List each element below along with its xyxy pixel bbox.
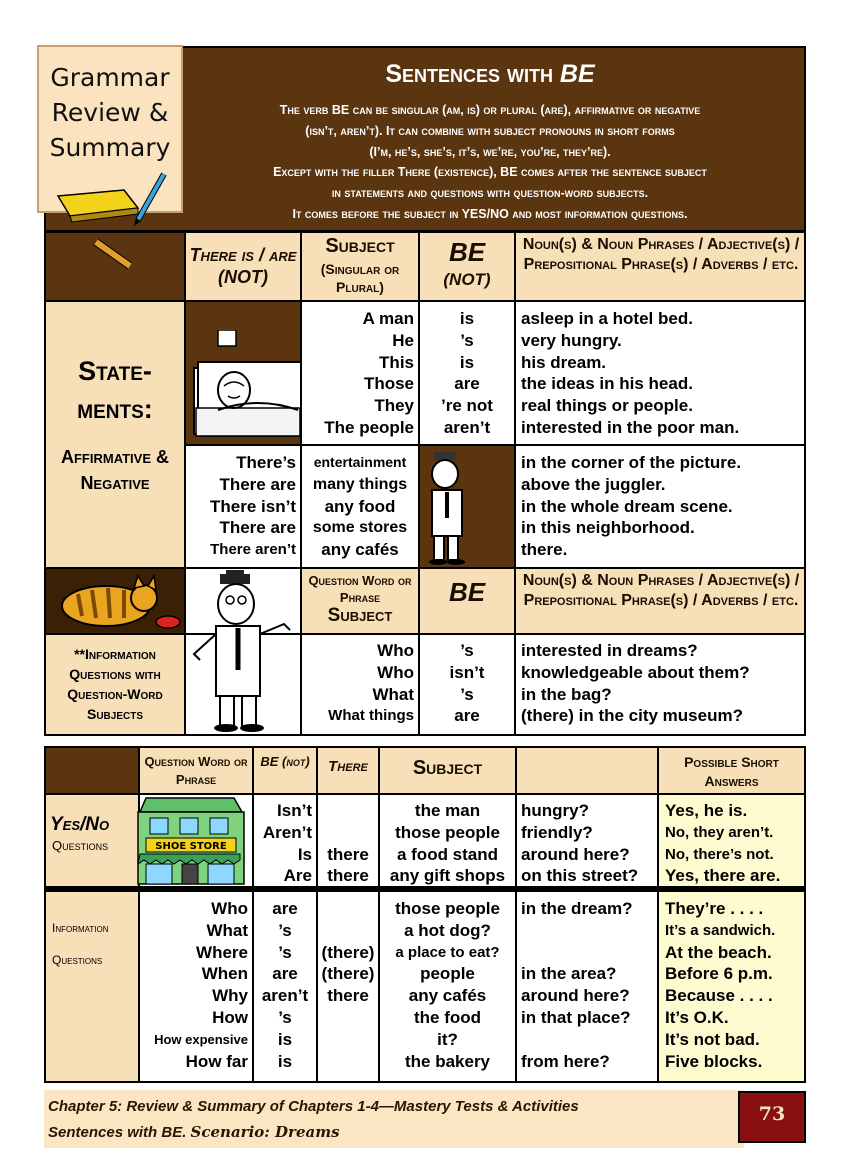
- statements-sublabel: Affirmative & Negative: [60, 447, 170, 493]
- t1-head-be: BE: [448, 237, 486, 267]
- t1-be-c: ’s isn’t ’s are: [449, 641, 485, 726]
- t1-be-a: is ’s is are ’re not aren’t: [441, 309, 493, 437]
- t2-head-subject: Subject: [412, 757, 483, 779]
- shoe-store-icon: [128, 794, 248, 888]
- t1-subjects-a: A man He This Those They The people: [324, 309, 414, 437]
- t2-yesno-answers: Yes, he is. No, they aren’t. No, there’s not. Yes, there are.: [665, 801, 781, 886]
- t1-head-noun: Noun(s) & Noun Phrases / Adjective(s) / Prepositional Phrase(s) / Adverbs / etc.: [522, 236, 800, 273]
- t1-rest-a: asleep in a hotel bed. very hungry. his dream. the ideas in his head. real things or people. interested in the poor man.: [521, 309, 740, 437]
- info-questions-label: **Information Questions with Question-Word Subjects: [67, 646, 163, 722]
- t1-subjects-b: entertainment many things any food some stores any cafés: [312, 454, 408, 560]
- eraser-pencil-icon: [52, 168, 172, 228]
- t1-head-subject-sub: (Singular or Plural): [320, 261, 400, 295]
- header-title: Sentences with BE: [385, 60, 595, 88]
- t1-subjects-c: Who Who What What things: [328, 641, 414, 725]
- t1-head-there: There is / are (NOT): [189, 245, 297, 287]
- standing-man-icon: [420, 448, 514, 566]
- t1-head-be-sub: (NOT): [443, 270, 491, 289]
- t2-yesno-subject: the man those people a food stand any gift shops: [389, 801, 506, 886]
- yesno-label: Yes/No: [50, 814, 110, 835]
- t1-head2-qword: Question Word or Phrase: [308, 573, 412, 605]
- header-text: The verb BE can be singular (am, is) or plural (are), affirmative or negative (isn’t, aren’t). It can combine with subject pronouns in short forms (I’m, he’s, she’s, it’s, we’re, you’re, they’re). Except with the filler There (existence), BE comes after the sentence subject in statements and questions with question-word subjects. It comes before the subject in YES/NO and most information questions.: [273, 103, 707, 221]
- cat-icon: [48, 572, 182, 632]
- t1-rest-c: interested in dreams? knowledgeable about them? in the bag? (there) in the city museum?: [521, 641, 750, 726]
- t1-head2-subject: Subject: [327, 605, 393, 626]
- t1-rest-b: in the corner of the picture. above the juggler. in the whole dream scene. in this neighborhood. there.: [521, 453, 742, 560]
- info-label: Information Questions: [52, 921, 109, 967]
- t2-head-qword: Question Word or Phrase: [144, 754, 248, 787]
- t1-there-b: There’s There are There isn’t There are There aren’t: [210, 453, 296, 559]
- t1-head2-be: BE: [448, 577, 486, 607]
- question-man-icon: [186, 570, 300, 734]
- t1-head-subject: Subject: [325, 235, 395, 257]
- statements-label: State-ments:: [77, 356, 153, 424]
- t2-yesno-there: there there: [327, 844, 369, 886]
- t2-info-qword: Who What Where When Why How How expensive How far: [154, 899, 248, 1071]
- t2-head-be: BE (not): [260, 754, 310, 769]
- t2-info-there: (there) (there) there: [321, 942, 375, 1006]
- t2-info-answers: They’re . . . . It’s a sandwich. At the beach. Before 6 p.m. Because . . . . It’s O.K. It’s not bad. Five blocks.: [665, 899, 776, 1071]
- t2-head-answers: Possible Short Answers: [684, 754, 779, 789]
- t2-info-rest: in the dream? in the area? around here? in that place? from here?: [521, 899, 633, 1071]
- t2-yesno-rest: hungry? friendly? around here? on this street?: [521, 801, 639, 886]
- t2-corner-cell: [46, 748, 138, 793]
- footer-line2: Sentences with BE. Scenario: Dreams: [48, 1123, 340, 1141]
- footer-line1: Chapter 5: Review & Summary of Chapters 1-4—Mastery Tests & Activities: [48, 1098, 579, 1115]
- page-number: 73: [758, 1103, 786, 1125]
- t2-yesno-be: Isn’t Aren’t Is Are: [262, 801, 312, 886]
- t2-head-there: There: [328, 758, 368, 775]
- t1-statements-cell: [46, 302, 184, 568]
- sleeping-man-icon: [188, 330, 300, 442]
- badge-title: Grammar Review & Summary: [49, 63, 171, 162]
- svg-text:SHOE STORE: SHOE STORE: [155, 841, 227, 852]
- t1-head2-noun: Noun(s) & Noun Phrases / Adjective(s) / Prepositional Phrase(s) / Adverbs / etc.: [522, 572, 800, 609]
- yesno-sublabel: Questions: [52, 838, 109, 853]
- t2-info-be: are ’s ’s are aren’t ’s is is: [261, 899, 309, 1071]
- t2-info-subject: those people a hot dog? a place to eat? people any cafés the food it? the bakery: [395, 899, 500, 1071]
- pencil-stub-icon: [92, 238, 138, 272]
